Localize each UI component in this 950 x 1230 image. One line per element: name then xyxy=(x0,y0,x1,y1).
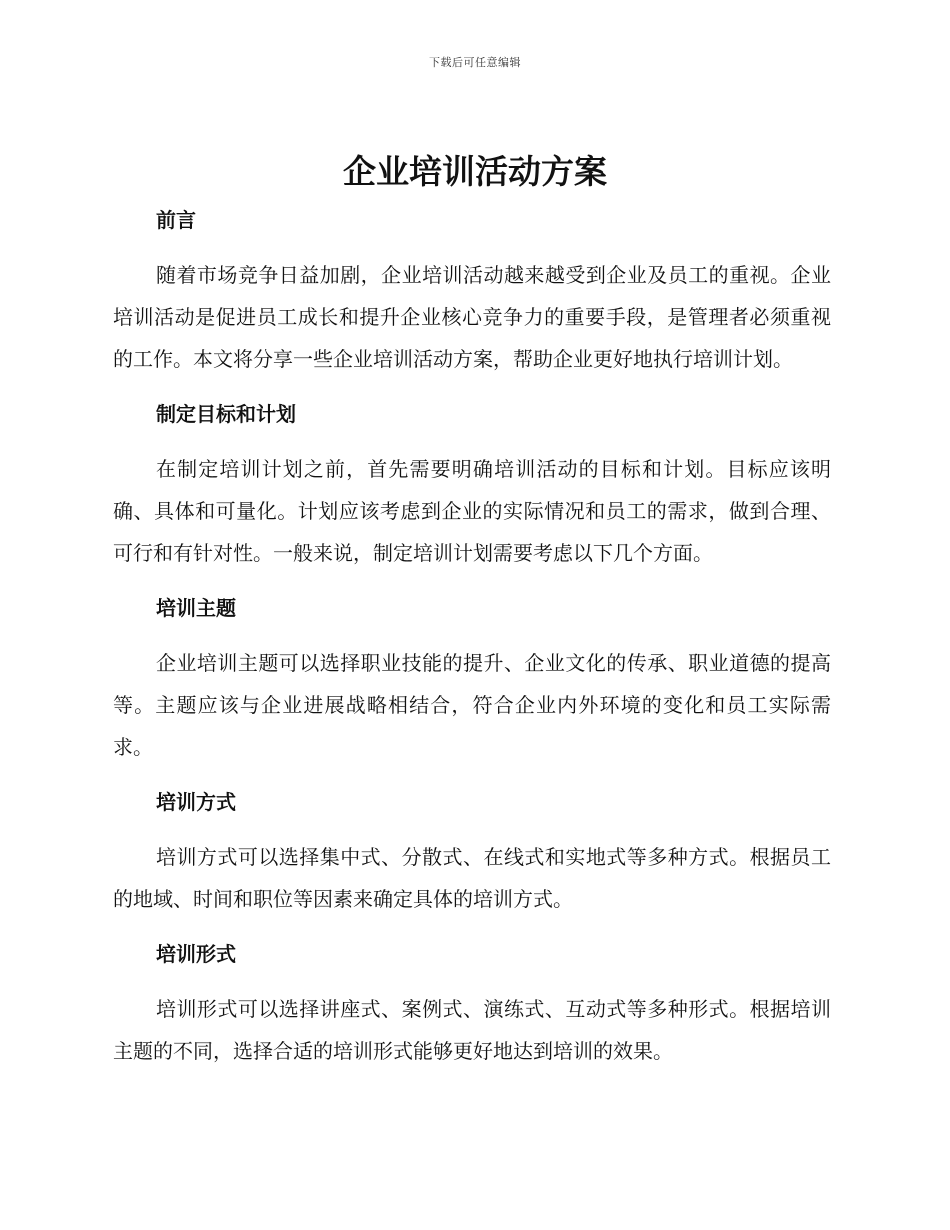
document-body xyxy=(113,200,831,1072)
section-heading: 制定目标和计划 xyxy=(156,402,296,426)
section-paragraph: 企业培训主题可以选择职业技能的提升、企业文化的传承、职业道德的提高等。主题应该与企业进展战略相结合，符合企业内外环境的变化和员工实际需求。 xyxy=(113,651,831,759)
section-training-format xyxy=(113,934,831,1072)
section-heading: 培训形式 xyxy=(156,942,236,966)
section-training-method xyxy=(113,782,831,934)
section-training-theme xyxy=(113,588,831,782)
header-note: 下载后可任意编辑 xyxy=(429,56,521,69)
section-heading: 培训主题 xyxy=(156,596,236,620)
section-preface xyxy=(113,200,831,394)
document-title: 企业培训活动方案 xyxy=(343,152,607,191)
section-paragraph: 培训形式可以选择讲座式、案例式、演练式、互动式等多种形式。根据培训主题的不同，选择合适的培训形式能够更好地达到培训的效果。 xyxy=(113,997,831,1063)
section-paragraph: 培训方式可以选择集中式、分散式、在线式和实地式等多种方式。根据员工的地域、时间和职位等因素来确定具体的培训方式。 xyxy=(113,845,831,911)
section-paragraph: 在制定培训计划之前，首先需要明确培训活动的目标和计划。目标应该明确、具体和可量化。计划应该考虑到企业的实际情况和员工的需求，做到合理、可行和有针对性。一般来说，制定培训计划需要考虑以下几个方面。 xyxy=(113,457,831,565)
section-heading: 培训方式 xyxy=(156,790,236,814)
section-heading: 前言 xyxy=(156,208,196,232)
section-goals-and-plan xyxy=(113,394,831,588)
section-paragraph: 随着市场竞争日益加剧，企业培训活动越来越受到企业及员工的重视。企业培训活动是促进员工成长和提升企业核心竞争力的重要手段，是管理者必须重视的工作。本文将分享一些企业培训活动方案，帮助企业更好地执行培训计划。 xyxy=(113,263,831,371)
